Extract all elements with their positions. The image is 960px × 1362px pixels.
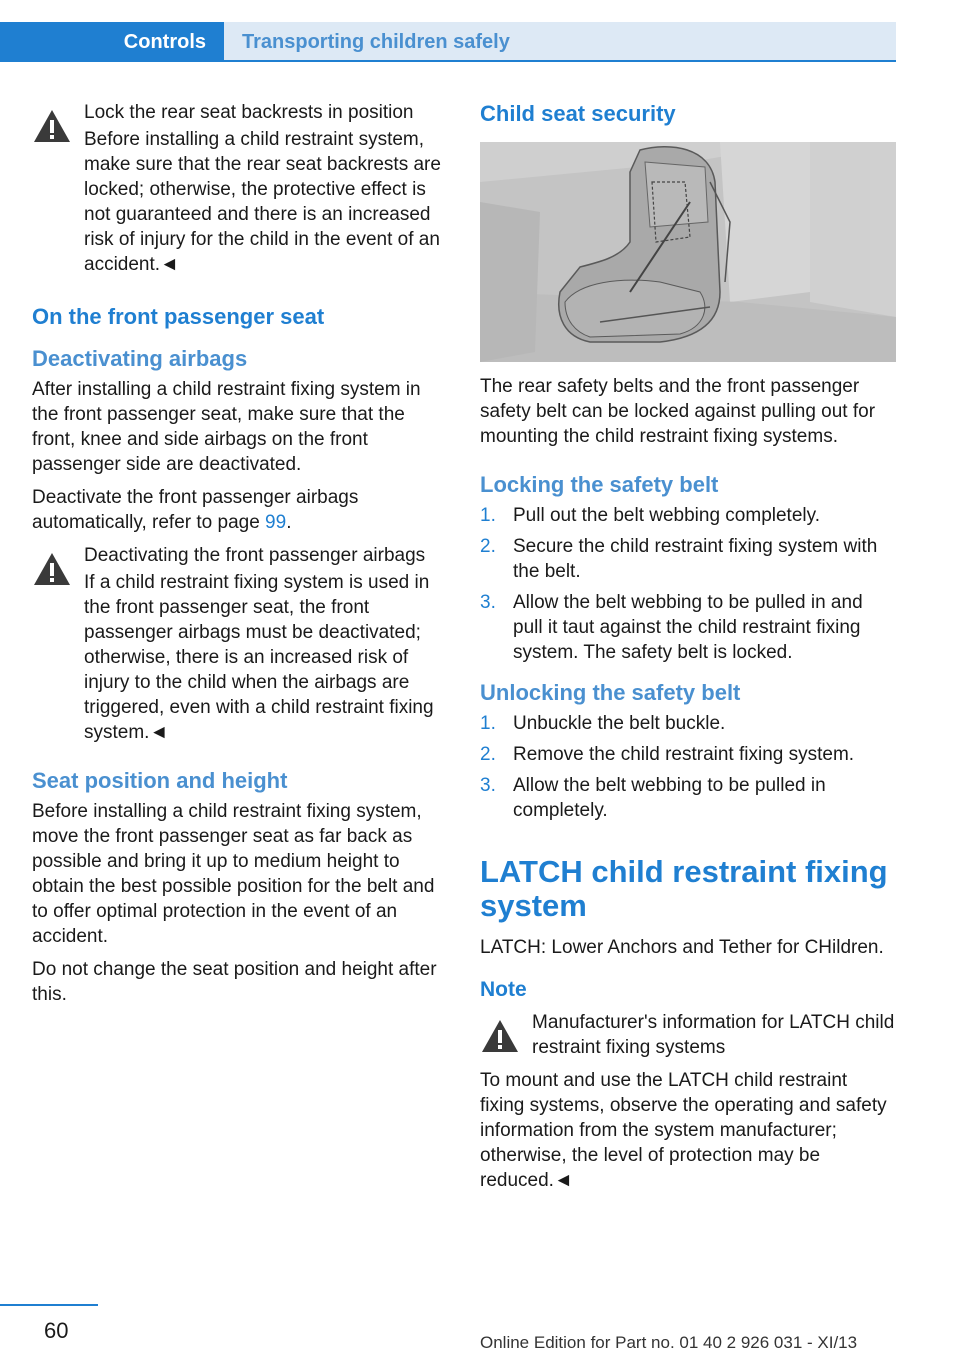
warning-block-backrests xyxy=(32,100,442,277)
list-item: 3. Allow the belt webbing to be pulled in completely. xyxy=(480,775,826,821)
paragraph-seat-2: Do not change the seat position and height after this. xyxy=(32,959,437,1005)
warning-text: If a child restraint fixing system is used in the front passenger seat, the front passenger airbags must be deactivated; otherwise, there is an increased risk of injury to the child when the airbags are triggered, even with a child restraint fixing system.◄ xyxy=(84,572,434,743)
footer-divider xyxy=(0,1304,98,1306)
page-header xyxy=(0,0,960,62)
paragraph-security: The rear safety belts and the front passenger safety belt can be locked against pulling out for mounting the child restraint fixing systems. xyxy=(480,376,876,447)
heading-child-seat-security: Child seat security xyxy=(480,101,676,126)
list-item: 3. Allow the belt webbing to be pulled in and pull it taut against the child restraint fixing system. The safety belt is locked. xyxy=(480,592,863,663)
list-item: 1. Unbuckle the belt buckle. xyxy=(480,713,726,734)
warning-title: Manufacturer's information for LATCH child restraint fixing systems xyxy=(532,1012,895,1058)
list-item: 2. Secure the child restraint fixing system with the belt. xyxy=(480,536,878,582)
heading-note: Note xyxy=(480,978,527,1001)
warning-icon xyxy=(32,551,72,589)
list-item: 1. Pull out the belt webbing completely. xyxy=(480,505,820,526)
heading-front-passenger-seat: On the front passenger seat xyxy=(32,304,325,329)
warning-block-latch xyxy=(480,1010,896,1060)
paragraph-seat-1: Before installing a child restraint fixing system, move the front passenger seat as far back as possible and bring it up to medium height to obtain the best possible position for the belt and to offer optimal protection in the event of an accident. xyxy=(32,801,435,947)
locking-steps-list xyxy=(480,503,896,665)
list-item: 2. Remove the child restraint fixing system. xyxy=(480,744,855,765)
heading-latch-system: LATCH child restraint fixing system xyxy=(480,854,888,923)
paragraph-deactivate-2: Deactivate the front passenger airbags automatically, refer to page 99. xyxy=(32,487,359,533)
heading-seat-position: Seat position and height xyxy=(32,768,288,793)
tab-section-title[interactable]: Transporting children safely xyxy=(224,22,896,62)
header-divider xyxy=(224,60,896,62)
child-seat-illustration xyxy=(480,142,896,362)
heading-deactivating-airbags: Deactivating airbags xyxy=(32,346,248,371)
heading-unlocking-safety-belt: Unlocking the safety belt xyxy=(480,680,741,705)
tab-controls[interactable]: Controls xyxy=(0,22,224,62)
heading-locking-safety-belt: Locking the safety belt xyxy=(480,472,719,497)
warning-icon xyxy=(32,108,72,146)
warning-text: Before installing a child restraint system, make sure that the rear seat backrests are locked; otherwise, the protective effect is not guaranteed and there is an increased risk of injury for the child in the event of an accident.◄ xyxy=(84,129,441,275)
warning-block-airbags xyxy=(32,543,442,745)
paragraph-deactivate-1: After installing a child restraint fixing system in the front passenger seat, make sure that the front, knee and side airbags on the front passenger side are deactivated. xyxy=(32,379,421,475)
unlocking-steps-list xyxy=(480,711,896,823)
paragraph-latch: LATCH: Lower Anchors and Tether for CHildren. xyxy=(480,937,884,958)
right-column xyxy=(480,100,896,1201)
footer-edition: Online Edition for Part no. 01 40 2 926 031 - XI/13 xyxy=(480,1333,858,1352)
warning-title: Lock the rear seat backrests in position xyxy=(84,102,414,123)
warning-icon xyxy=(480,1018,520,1056)
page-number: 60 xyxy=(44,1318,69,1343)
left-column xyxy=(32,100,442,1015)
paragraph-note: To mount and use the LATCH child restraint fixing systems, observe the operating and safety information from the system manufacturer; otherwise, the level of protection may be reduced.◄ xyxy=(480,1070,887,1191)
warning-title: Deactivating the front passenger airbags xyxy=(84,545,426,566)
page-reference-link[interactable]: 99 xyxy=(265,512,287,533)
